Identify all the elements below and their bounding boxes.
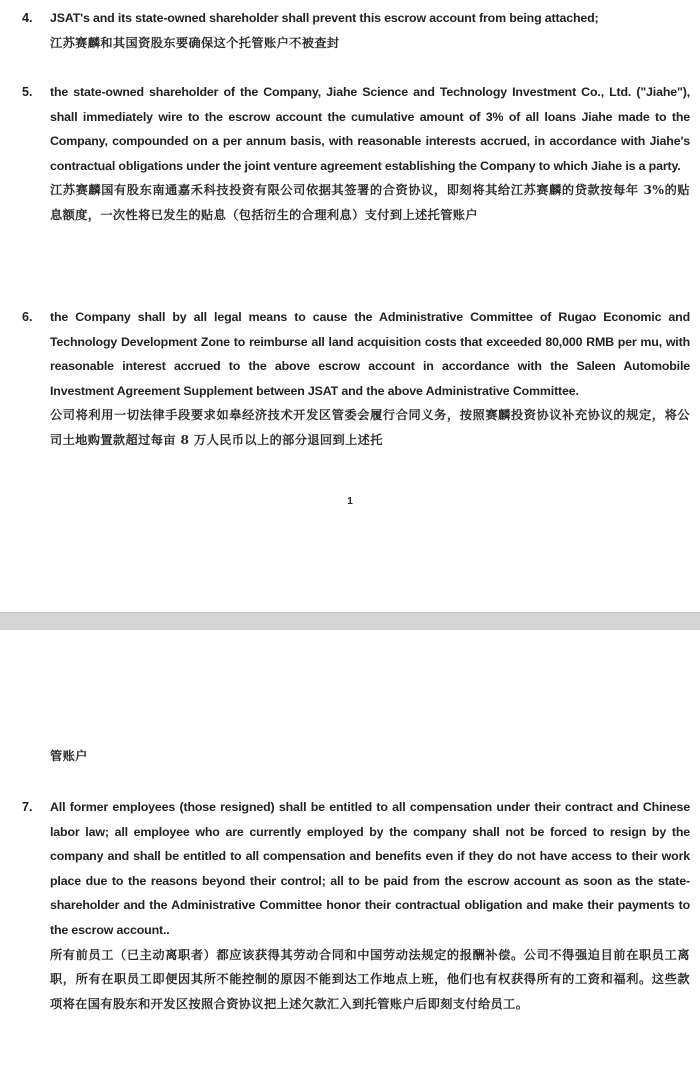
clause-4 [22,6,692,55]
clause-english-text: JSAT's and its state-owned shareholder shall prevent this escrow account from being attached; [50,11,599,25]
clause-6 [22,305,692,453]
clause-5 [22,80,692,228]
clause-chinese-text: 所有前员工（已主动离职者）都应该获得其劳动合同和中国劳动法规定的报酬补偿。公司不得强迫目前在职员工离职，所有在职员工即便因其所不能控制的原因不能到达工作地点上班，他们也有权获得所有的工资和福利。这些款项将在国有股东和开发区按照合资协议把上述欠款汇入到托管账户后即刻支付给员工。 [50,947,690,1011]
clause-number: 7. [22,800,33,814]
clause-7 [22,795,692,1016]
page-number: 1 [347,496,353,507]
clause-number: 6. [22,310,33,324]
clause-english-text: the state-owned shareholder of the Company, Jiahe Science and Technology Investment Co., Ltd. ("Jiahe"), shall immediately wire to the escrow account the cumulative amount of 3% of all loans Jiahe made to the Company, compounded on a per annum basis, with reasonable interests accrued, in accordance with Jiahe's contractual obligations under the joint venture agreement establishing the Company to which Jiahe is a party. [50,85,690,173]
clause-english-text: All former employees (those resigned) shall be entitled to all compensation under their contract and Chinese labor law; all employee who are currently employed by the company shall not be forced to resign by the company and shall be entitled to all compensation and benefits even if they do not have access to their work place due to the reasons beyond their control; all to be paid from the escrow account as soon as the state-shareholder and the Administrative Committee honor their contractual obligation and make their payments to the escrow account.. [50,800,690,937]
clause-number: 5. [22,85,33,99]
clause-chinese-text: 江苏赛麟和其国资股东要确保这个托管账户不被查封 [50,35,340,50]
continuation-text: 管账户 [50,749,88,763]
page-separator [0,612,700,632]
document-page-2 [0,630,700,1076]
clause-chinese-text: 公司将利用一切法律手段要求如皋经济技术开发区管委会履行合同义务，按照赛麟投资协议补充协议的规定，将公司土地购置款超过每亩 8 万人民币以上的部分退回到上述托 [50,408,690,447]
clause-chinese-text: 江苏赛麟国有股东南通嘉禾科技投资有限公司依据其签署的合资协议，即刻将其给江苏赛麟的贷款按每年 3%的贴息额度，一次性将已发生的贴息（包括衍生的合理利息）支付到上述托管账户 [50,183,690,222]
clause-english-text: the Company shall by all legal means to cause the Administrative Committee of Rugao Economic and Technology Development Zone to reimburse all land acquisition costs that exceeded 80,000 RMB per mu, with reasonable interest accrued to the above escrow account in accordance with the Saleen Automobile Investment Agreement Supplement between JSAT and the above Administrative Committee. [50,310,690,398]
clause-number: 4. [22,11,33,25]
